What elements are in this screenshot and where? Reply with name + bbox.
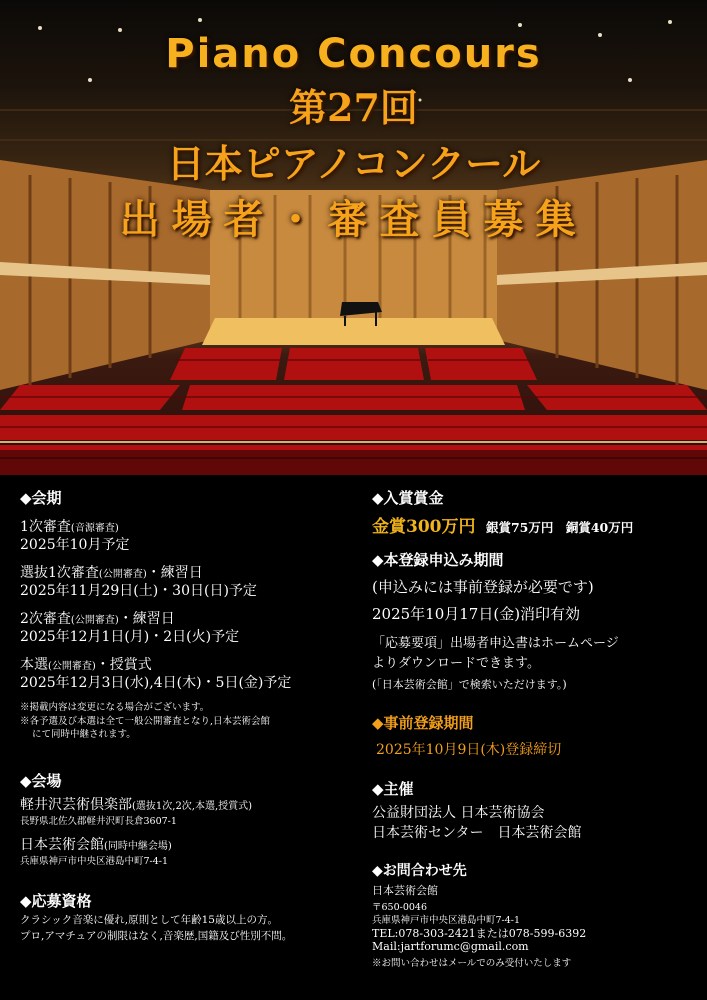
notice-2: ※各予選及び本選は全て一般公開審査となり,日本芸術会館 (20, 716, 271, 727)
contact-address: 兵庫県神戸市中央区港島中町7-4-1 (372, 915, 521, 926)
round1-title: 1次審査(音源審査) (20, 519, 119, 535)
registration-line-1: (申込みには事前登録が必要です) (372, 578, 594, 596)
organizer-heading: ◆主催 (372, 780, 414, 798)
schedule-heading: ◆会期 (20, 489, 62, 507)
pre-registration-heading: ◆事前登録期間 (372, 714, 474, 732)
registration-line-5: (「日本芸術会館」で検索いただけます。) (372, 678, 567, 691)
round2-title: 2次審査(公開審査)・練習日 (20, 611, 175, 627)
notice-1: ※掲載内容は変更になる場合がございます。 (20, 702, 210, 713)
organizer-line-2: 日本芸術センター 日本芸術会館 (372, 825, 582, 841)
eligibility-line-2: プロ,アマチュアの制限はなく,音楽歴,国籍及び性別不問。 (20, 930, 293, 942)
prize-silver: 銀賞75万円 (485, 520, 554, 535)
contact-name: 日本芸術会館 (372, 884, 438, 897)
eligibility-heading: ◆応募資格 (20, 892, 92, 910)
registration-line-4: よりダウンロードできます。 (372, 656, 540, 671)
hero-concert-hall-image (0, 0, 707, 475)
registration-line-3: 「応募要項」出場者申込書はホームページ (372, 636, 619, 651)
round2-date: 2025年12月1日(月)・2日(火)予定 (20, 629, 240, 645)
venue-heading: ◆会場 (20, 772, 62, 790)
contact-postal: 〒650-0046 (372, 902, 428, 913)
round1-date: 2025年10月予定 (20, 537, 130, 553)
prize-amounts (372, 512, 633, 537)
title-block (0, 28, 707, 248)
notice-3: にて同時中継されます。 (32, 729, 136, 740)
prize-heading: ◆入賞賞金 (372, 489, 444, 507)
final-title: 本選(公開審査)・授賞式 (20, 657, 152, 673)
final-date: 2025年12月3日(水),4日(木)・5日(金)予定 (20, 675, 292, 691)
venue1-name: 軽井沢芸術倶楽部(選抜1次,2次,本選,授賞式) (20, 797, 253, 813)
registration-line-2: 2025年10月17日(金)消印有効 (372, 605, 581, 623)
registration-heading: ◆本登録申込み期間 (372, 551, 504, 569)
contact-tel: TEL:078-303-2421または078-599-6392 (372, 927, 587, 940)
title-edition: 第27回 (289, 85, 418, 130)
title-recruit: 出場者・審査員募集 (119, 196, 588, 243)
contact-note: ※お問い合わせはメールでのみ受付いたします (372, 958, 572, 969)
selection1-title: 選抜1次審査(公開審査)・練習日 (20, 565, 203, 581)
organizer-line-1: 公益財団法人 日本芸術協会 (372, 805, 545, 821)
title-competition-name: 日本ピアノコンクール (166, 141, 541, 186)
contact-mail: Mail:jartforumc@gmail.com (372, 940, 529, 953)
title-english: Piano Concours (165, 31, 542, 77)
selection1-date: 2025年11月29日(土)・30日(日)予定 (20, 583, 257, 599)
venue2-name: 日本芸術会館(同時中継会場) (20, 837, 172, 853)
contact-heading: ◆お問合わせ先 (372, 863, 467, 879)
prize-gold: 金賞300万円 (372, 517, 476, 537)
venue2-address: 兵庫県神戸市中央区港島中町7-4-1 (20, 856, 169, 867)
pre-registration-deadline: 2025年10月9日(木)登録締切 (376, 742, 562, 758)
eligibility-line-1: クラシック音楽に優れ,原則として年齢15歳以上の方。 (20, 914, 278, 926)
venue1-address: 長野県北佐久郡軽井沢町長倉3607-1 (20, 816, 177, 827)
prize-bronze: 銅賞40万円 (565, 520, 634, 535)
